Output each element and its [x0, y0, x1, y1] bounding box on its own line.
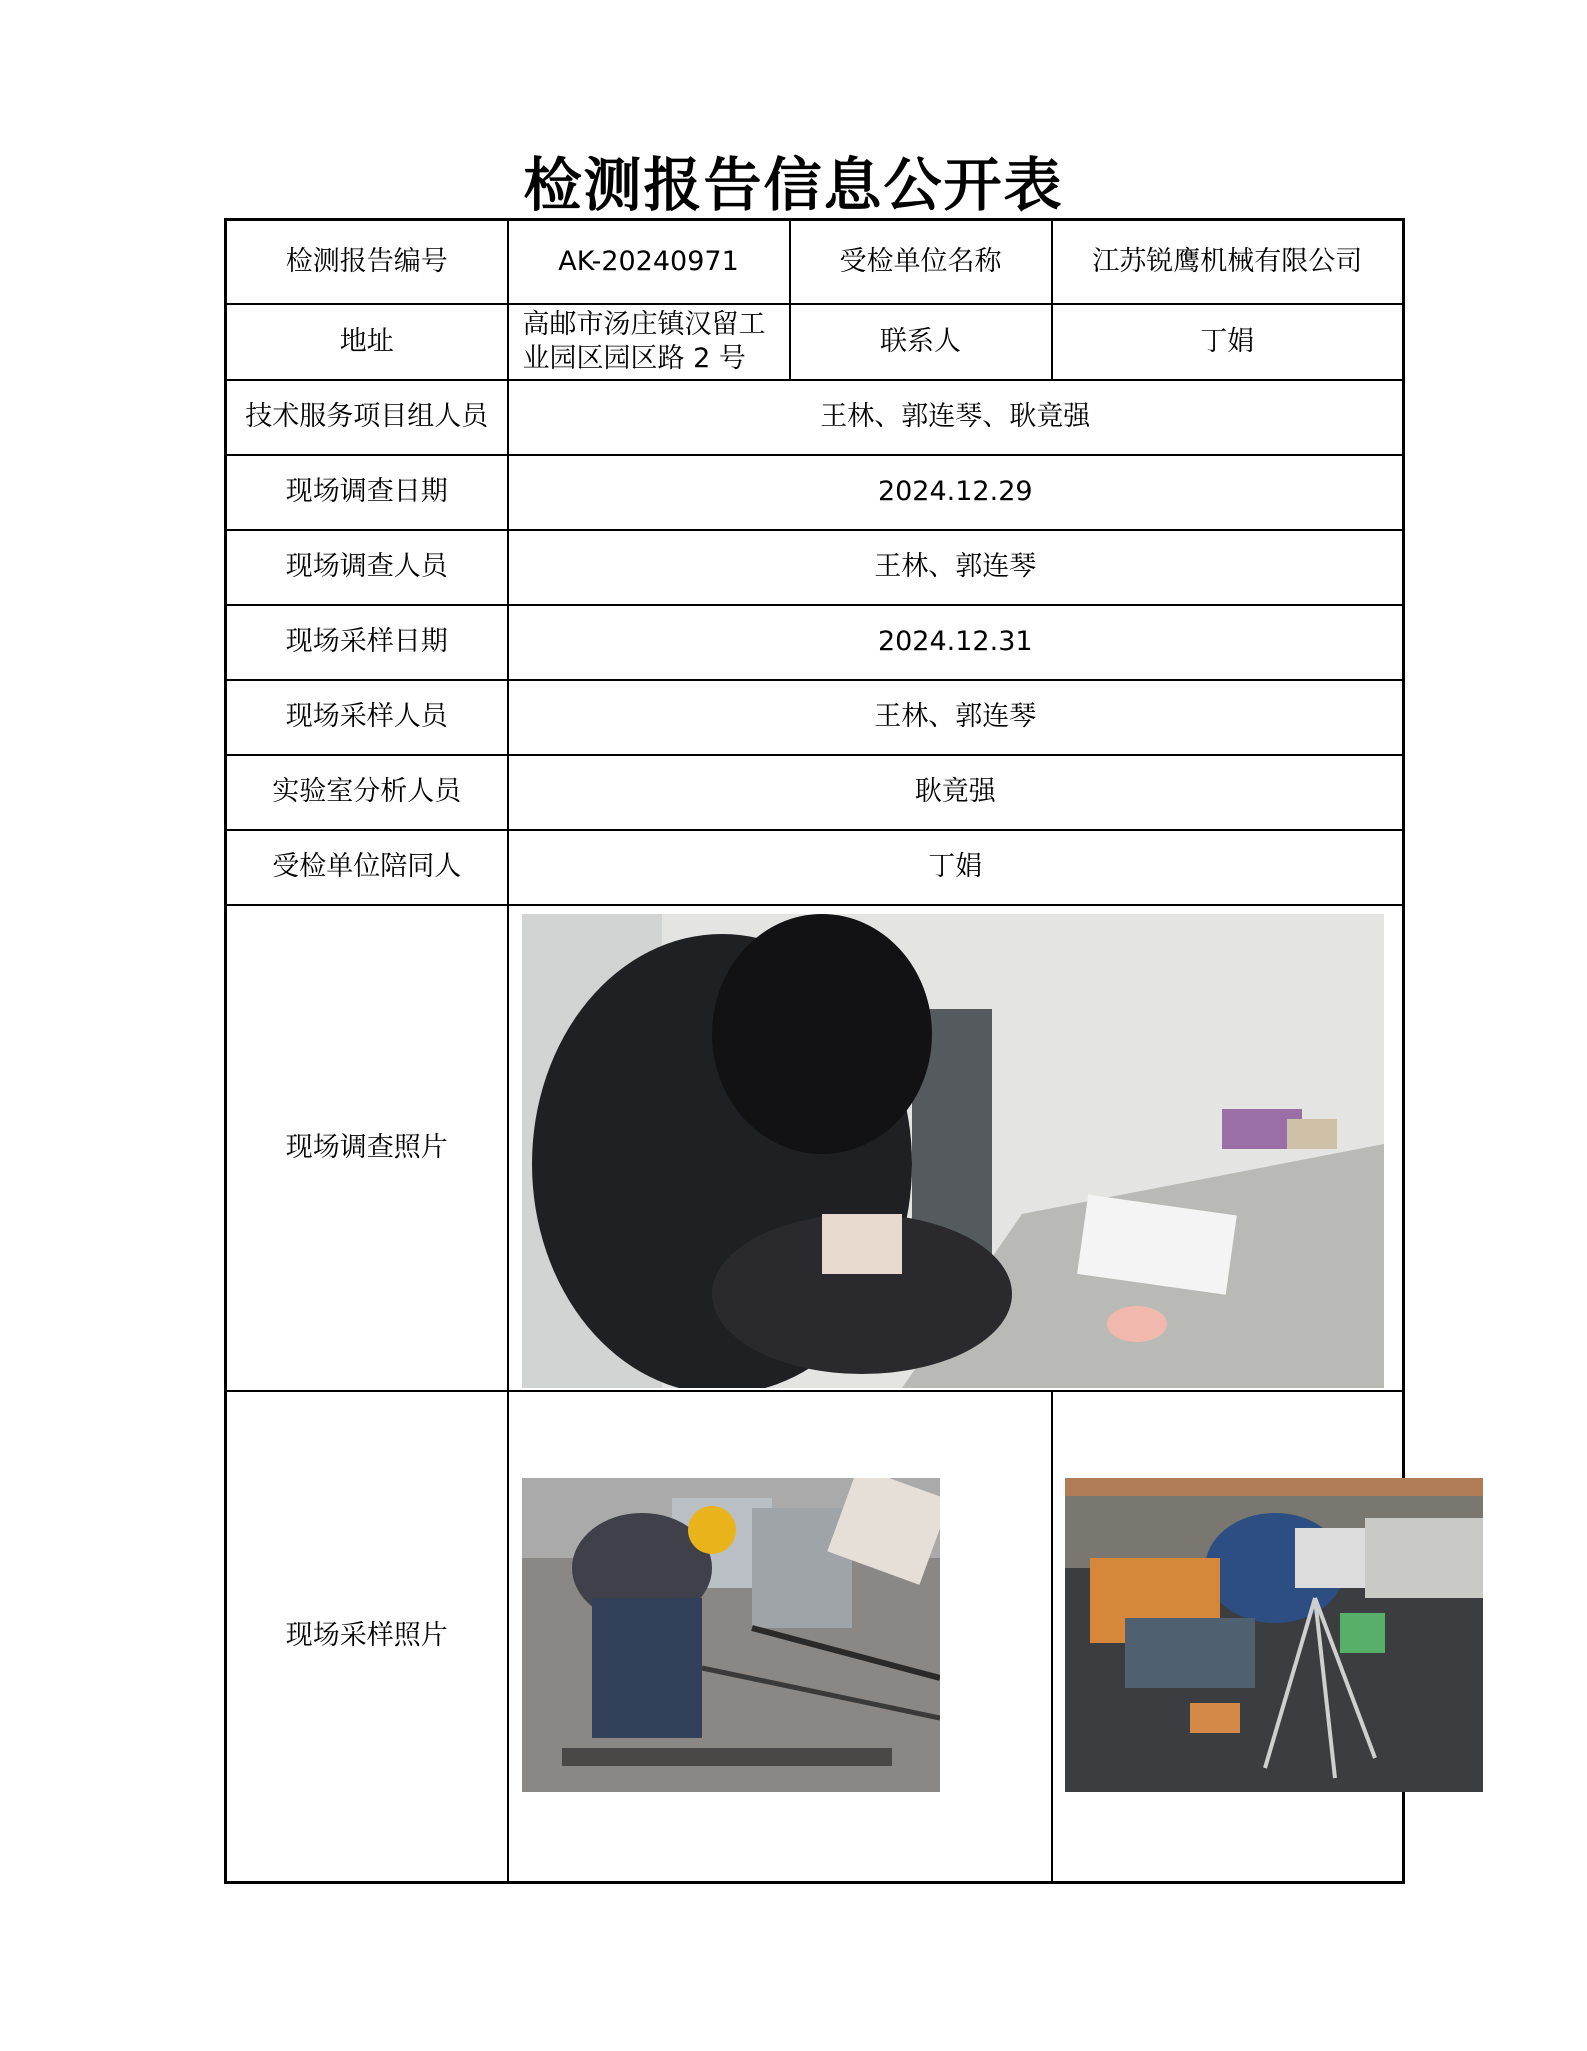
report-no-label: 检测报告编号 — [226, 220, 508, 304]
survey-photo — [522, 914, 1384, 1388]
table-row — [226, 605, 1404, 680]
sampling-staff-label: 现场采样人员 — [226, 680, 508, 755]
unit-name-label: 受检单位名称 — [790, 220, 1052, 304]
sampling-date-value: 2024.12.31 — [508, 605, 1404, 680]
survey-staff-label: 现场调查人员 — [226, 530, 508, 605]
unit-name-value: 江苏锐鹰机械有限公司 — [1052, 220, 1404, 304]
contact-label: 联系人 — [790, 304, 1052, 380]
report-info-table — [224, 218, 1405, 1884]
table-row — [226, 755, 1404, 830]
sampling-date-label: 现场采样日期 — [226, 605, 508, 680]
sampling-staff-value: 王林、郭连琴 — [508, 680, 1404, 755]
table-row — [226, 220, 1404, 304]
table-row — [226, 304, 1404, 380]
table-row — [226, 680, 1404, 755]
address-label: 地址 — [226, 304, 508, 380]
survey-photo-cell — [508, 905, 1404, 1391]
table-row — [226, 455, 1404, 530]
survey-staff-value: 王林、郭连琴 — [508, 530, 1404, 605]
lab-staff-label: 实验室分析人员 — [226, 755, 508, 830]
team-label: 技术服务项目组人员 — [226, 380, 508, 455]
sampling-photo-cell-1 — [508, 1391, 1052, 1883]
escort-value: 丁娟 — [508, 830, 1404, 905]
page-title: 检测报告信息公开表 — [523, 151, 1064, 219]
survey-photo-label: 现场调查照片 — [226, 905, 508, 1391]
survey-date-value: 2024.12.29 — [508, 455, 1404, 530]
table-row — [226, 1391, 1404, 1883]
sampling-photo-2 — [1065, 1478, 1483, 1792]
sampling-photo-label: 现场采样照片 — [226, 1391, 508, 1883]
sampling-photo-cell-2 — [1052, 1391, 1404, 1883]
table-row — [226, 830, 1404, 905]
sampling-photo-1 — [522, 1478, 940, 1792]
team-value: 王林、郭连琴、耿竟强 — [508, 380, 1404, 455]
table-row — [226, 380, 1404, 455]
escort-label: 受检单位陪同人 — [226, 830, 508, 905]
report-no-value: AK-20240971 — [508, 220, 790, 304]
survey-date-label: 现场调查日期 — [226, 455, 508, 530]
table-row — [226, 530, 1404, 605]
contact-value: 丁娟 — [1052, 304, 1404, 380]
lab-staff-value: 耿竟强 — [508, 755, 1404, 830]
address-value: 高邮市汤庄镇汉留工业园区园区路 2 号 — [508, 304, 790, 380]
table-row — [226, 905, 1404, 1391]
